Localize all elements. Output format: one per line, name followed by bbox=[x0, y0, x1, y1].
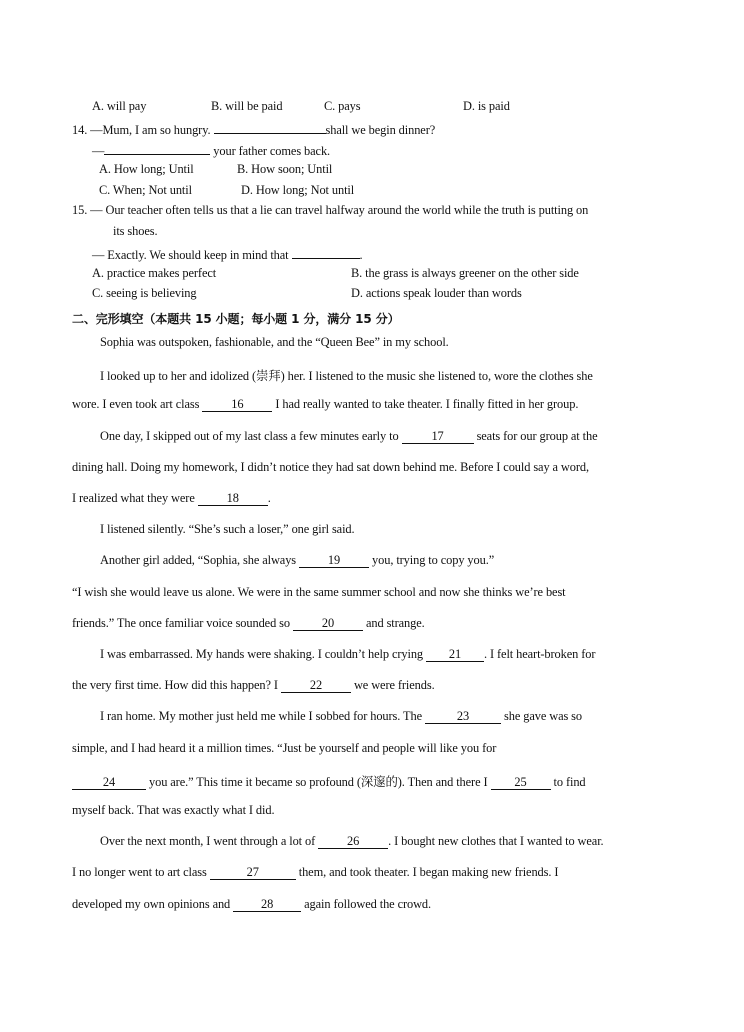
passage-p8-line1 bbox=[100, 709, 582, 724]
q14-option-c: C. When; Not until bbox=[99, 183, 192, 197]
q14-after-blank: shall we begin dinner? bbox=[325, 123, 436, 137]
p8a-pre: I ran home. My mother just held me while I sobbed for hours. The bbox=[100, 709, 423, 723]
q15-line2-text: — Exactly. We should keep in mind that bbox=[92, 248, 289, 262]
q15-option-a: A. practice makes perfect bbox=[92, 266, 217, 280]
q15-option-b: B. the grass is always greener on the other side bbox=[351, 266, 579, 280]
q15-question-line2 bbox=[92, 245, 363, 263]
passage-p6-line2 bbox=[72, 616, 425, 631]
section2-heading: 二、完形填空（本题共 15 小题；每小题 1 分，满分 15 分） bbox=[72, 312, 400, 326]
q13-option-a: A. will pay bbox=[92, 99, 147, 113]
blank-16: 16 bbox=[202, 397, 272, 412]
q14-option-d: D. How long; Not until bbox=[241, 183, 355, 197]
blank-19: 19 bbox=[299, 553, 369, 568]
q15-blank bbox=[292, 245, 360, 259]
p8a-post: she gave was so bbox=[504, 709, 583, 723]
passage-p4: I listened silently. “She’s such a loser,” one girl said. bbox=[100, 522, 355, 536]
q15-line2-end: . bbox=[359, 248, 363, 262]
blank-23: 23 bbox=[425, 709, 501, 724]
blank-20: 20 bbox=[293, 616, 363, 631]
passage-p2-line2 bbox=[72, 397, 578, 412]
q14-reply-dash: — bbox=[92, 144, 105, 158]
blank-25: 25 bbox=[491, 775, 551, 790]
q14-option-b: B. How soon; Until bbox=[237, 162, 333, 176]
p3c-pre: I realized what they were bbox=[72, 491, 195, 505]
passage-p3-line3 bbox=[72, 491, 271, 506]
passage-p8-line3 bbox=[72, 772, 586, 790]
q15-option-d: D. actions speak louder than words bbox=[351, 286, 522, 300]
p2b-post: I had really wanted to take theater. I finally fitted in her group. bbox=[275, 397, 579, 411]
q14-reply bbox=[92, 141, 330, 159]
p6b-pre: friends.” The once familiar voice sounded so bbox=[72, 616, 290, 630]
passage-p8-line2: simple, and I had heard it a million times. “Just be yourself and people will like you for bbox=[72, 741, 497, 755]
passage-p9-line3 bbox=[72, 897, 431, 912]
p5-post: you, trying to copy you.” bbox=[372, 553, 495, 567]
blank-28: 28 bbox=[233, 897, 301, 912]
q14-question bbox=[72, 120, 435, 138]
p9b-pre: I no longer went to art class bbox=[72, 865, 207, 879]
p9a-pre: Over the next month, I went through a lot of bbox=[100, 834, 316, 848]
passage-p5 bbox=[100, 553, 494, 568]
p9b-post: them, and took theater. I began making new friends. I bbox=[298, 865, 559, 879]
passage-p3-line1 bbox=[100, 429, 598, 444]
passage-p3-line2: dining hall. Doing my homework, I didn’t notice they had sat down behind me. Before I could say a word, bbox=[72, 460, 589, 474]
p9c-post: again followed the crowd. bbox=[304, 897, 432, 911]
p3c-post: . bbox=[267, 491, 271, 505]
passage-p2-line1: I looked up to her and idolized (崇拜) her. I listened to the music she listened to, wore the clothes she bbox=[100, 369, 593, 383]
p9a-post: . I bought new clothes that I wanted to wear. bbox=[388, 834, 604, 848]
p6b-post: and strange. bbox=[365, 616, 425, 630]
blank-27: 27 bbox=[210, 865, 296, 880]
p7a-post: . I felt heart-broken for bbox=[484, 647, 596, 661]
blank-22: 22 bbox=[281, 678, 351, 693]
p5-pre: Another girl added, “Sophia, she always bbox=[100, 553, 297, 567]
blank-18: 18 bbox=[198, 491, 268, 506]
q13-option-d: D. is paid bbox=[463, 99, 510, 113]
passage-p1: Sophia was outspoken, fashionable, and the “Queen Bee” in my school. bbox=[100, 335, 449, 349]
q14-blank bbox=[214, 120, 326, 134]
q14-option-a: A. How long; Until bbox=[99, 162, 194, 176]
passage-p7-line1 bbox=[100, 647, 595, 662]
p7b-pre: the very first time. How did this happen? I bbox=[72, 678, 278, 692]
q13-option-c: C. pays bbox=[324, 99, 361, 113]
p7a-pre: I was embarrassed. My hands were shaking. I couldn’t help crying bbox=[100, 647, 424, 661]
p7b-post: we were friends. bbox=[353, 678, 435, 692]
passage-p8-line4: myself back. That was exactly what I did. bbox=[72, 803, 275, 817]
p2b-pre: wore. I even took art class bbox=[72, 397, 200, 411]
passage-p6-line1: “I wish she would leave us alone. We were in the same summer school and now she thinks we’re best bbox=[72, 585, 566, 599]
blank-26: 26 bbox=[318, 834, 388, 849]
p9c-pre: developed my own opinions and bbox=[72, 897, 231, 911]
q15-question-line1: 15. — Our teacher often tells us that a lie can travel halfway around the world while the truth is putting on bbox=[72, 203, 589, 217]
p8c-post: to find bbox=[553, 775, 586, 789]
q15-question-line1b: its shoes. bbox=[113, 224, 158, 238]
passage-p9-line2 bbox=[72, 865, 558, 880]
p8c-mid: you are.” This time it became so profound (深邃的). Then and there I bbox=[149, 775, 488, 789]
blank-24: 24 bbox=[72, 775, 146, 790]
p3a-post: seats for our group at the bbox=[476, 429, 598, 443]
passage-p7-line2 bbox=[72, 678, 435, 693]
q13-option-b: B. will be paid bbox=[211, 99, 283, 113]
q15-option-c: C. seeing is believing bbox=[92, 286, 197, 300]
blank-21: 21 bbox=[426, 647, 484, 662]
blank-17: 17 bbox=[402, 429, 474, 444]
p3a-pre: One day, I skipped out of my last class a few minutes early to bbox=[100, 429, 399, 443]
q14-reply-after: your father comes back. bbox=[213, 144, 331, 158]
passage-p9-line1 bbox=[100, 834, 604, 849]
q14-reply-blank bbox=[104, 141, 210, 155]
q14-prefix: 14. —Mum, I am so hungry. bbox=[72, 123, 211, 137]
